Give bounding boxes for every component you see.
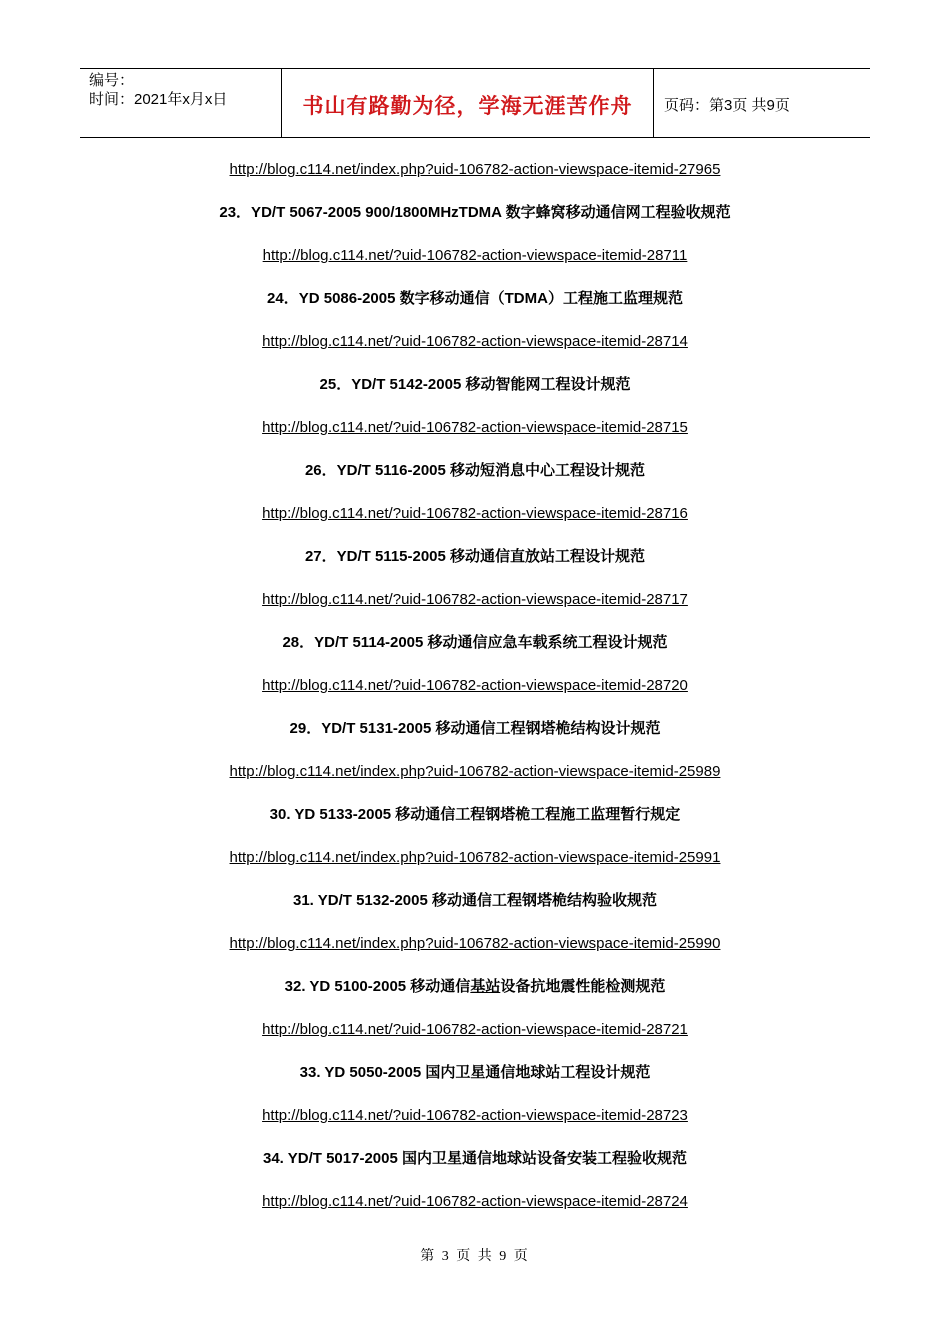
title-suffix: 设备抗地震性能检测规范 bbox=[500, 978, 666, 995]
title-prefix: 32. YD 5100-2005 移动通信 bbox=[284, 978, 471, 995]
list-item-title: 31. YD/T 5132-2005 移动通信工程钢塔桅结构验收规范 bbox=[293, 892, 657, 909]
list-item-title: 25．YD/T 5142-2005 移动智能网工程设计规范 bbox=[319, 376, 631, 393]
standards-list bbox=[0, 158, 950, 1233]
list-item-title: 28．YD/T 5114-2005 移动通信应急车载系统工程设计规范 bbox=[282, 634, 668, 651]
list-item-title: 23．YD/T 5067-2005 900/1800MHzTDMA 数字蜂窝移动通信网工程验收规范 bbox=[219, 204, 731, 221]
title-underlined-term: 基站 bbox=[470, 978, 501, 995]
entry-link[interactable]: http://blog.c114.net/?uid-106782-action-viewspace-itemid-28711 bbox=[262, 247, 688, 264]
list-item-link[interactable] bbox=[0, 846, 950, 889]
entry-link[interactable]: http://blog.c114.net/?uid-106782-action-viewspace-itemid-28723 bbox=[262, 1107, 688, 1124]
page-header bbox=[80, 68, 870, 138]
list-item-link[interactable] bbox=[0, 674, 950, 717]
list-item-title: 26．YD/T 5116-2005 移动短消息中心工程设计规范 bbox=[304, 462, 646, 479]
list-item-title: 30. YD 5133-2005 移动通信工程钢塔桅工程施工监理暂行规定 bbox=[269, 806, 681, 823]
entry-link[interactable]: http://blog.c114.net/index.php?uid-106782-action-viewspace-itemid-27965 bbox=[229, 161, 721, 178]
list-item-title bbox=[0, 975, 950, 1018]
list-item-link[interactable] bbox=[0, 330, 950, 373]
list-item-link[interactable] bbox=[0, 158, 950, 201]
list-item-title: 33. YD 5050-2005 国内卫星通信地球站工程设计规范 bbox=[299, 1064, 651, 1081]
list-item-link[interactable] bbox=[0, 932, 950, 975]
entry-link[interactable]: http://blog.c114.net/index.php?uid-106782-action-viewspace-itemid-25989 bbox=[229, 763, 721, 780]
document-time-label: 时间：2021年x月x日 bbox=[89, 91, 228, 108]
list-item-link[interactable] bbox=[0, 760, 950, 803]
header-motto: 书山有路勤为径，学海无涯苦作舟 bbox=[302, 95, 633, 118]
list-item-title: 34. YD/T 5017-2005 国内卫星通信地球站设备安装工程验收规范 bbox=[263, 1150, 687, 1167]
entry-link[interactable]: http://blog.c114.net/index.php?uid-106782-action-viewspace-itemid-25991 bbox=[229, 849, 721, 866]
list-item-link[interactable] bbox=[0, 1190, 950, 1233]
list-item-link[interactable] bbox=[0, 588, 950, 631]
entry-link[interactable]: http://blog.c114.net/index.php?uid-106782-action-viewspace-itemid-25990 bbox=[229, 935, 721, 952]
header-meta-cell bbox=[80, 69, 282, 137]
entry-link[interactable]: http://blog.c114.net/?uid-106782-action-viewspace-itemid-28716 bbox=[262, 505, 688, 522]
entry-link[interactable]: http://blog.c114.net/?uid-106782-action-viewspace-itemid-28721 bbox=[262, 1021, 688, 1038]
header-motto-cell bbox=[282, 69, 654, 137]
list-item-link[interactable] bbox=[0, 1104, 950, 1147]
entry-link[interactable]: http://blog.c114.net/?uid-106782-action-viewspace-itemid-28715 bbox=[262, 419, 688, 436]
list-item-link[interactable] bbox=[0, 502, 950, 545]
list-item-title: 29．YD/T 5131-2005 移动通信工程钢塔桅结构设计规范 bbox=[289, 720, 661, 737]
header-page-cell bbox=[654, 69, 870, 137]
header-page-number: 页码：第3页 共9页 bbox=[664, 96, 790, 114]
entry-link[interactable]: http://blog.c114.net/?uid-106782-action-viewspace-itemid-28714 bbox=[262, 333, 688, 350]
entry-link[interactable]: http://blog.c114.net/?uid-106782-action-viewspace-itemid-28724 bbox=[262, 1193, 688, 1210]
list-item-link[interactable] bbox=[0, 1018, 950, 1061]
entry-link[interactable]: http://blog.c114.net/?uid-106782-action-viewspace-itemid-28717 bbox=[262, 591, 688, 608]
list-item-link[interactable] bbox=[0, 416, 950, 459]
list-item-title: 24．YD 5086-2005 数字移动通信（TDMA）工程施工监理规范 bbox=[267, 290, 683, 307]
document-number-label: 编号： bbox=[89, 72, 135, 89]
list-item-link[interactable] bbox=[0, 244, 950, 287]
list-item-title: 27．YD/T 5115-2005 移动通信直放站工程设计规范 bbox=[304, 548, 646, 565]
entry-link[interactable]: http://blog.c114.net/?uid-106782-action-viewspace-itemid-28720 bbox=[262, 677, 688, 694]
page-footer: 第 3 页 共 9 页 bbox=[420, 1249, 530, 1264]
